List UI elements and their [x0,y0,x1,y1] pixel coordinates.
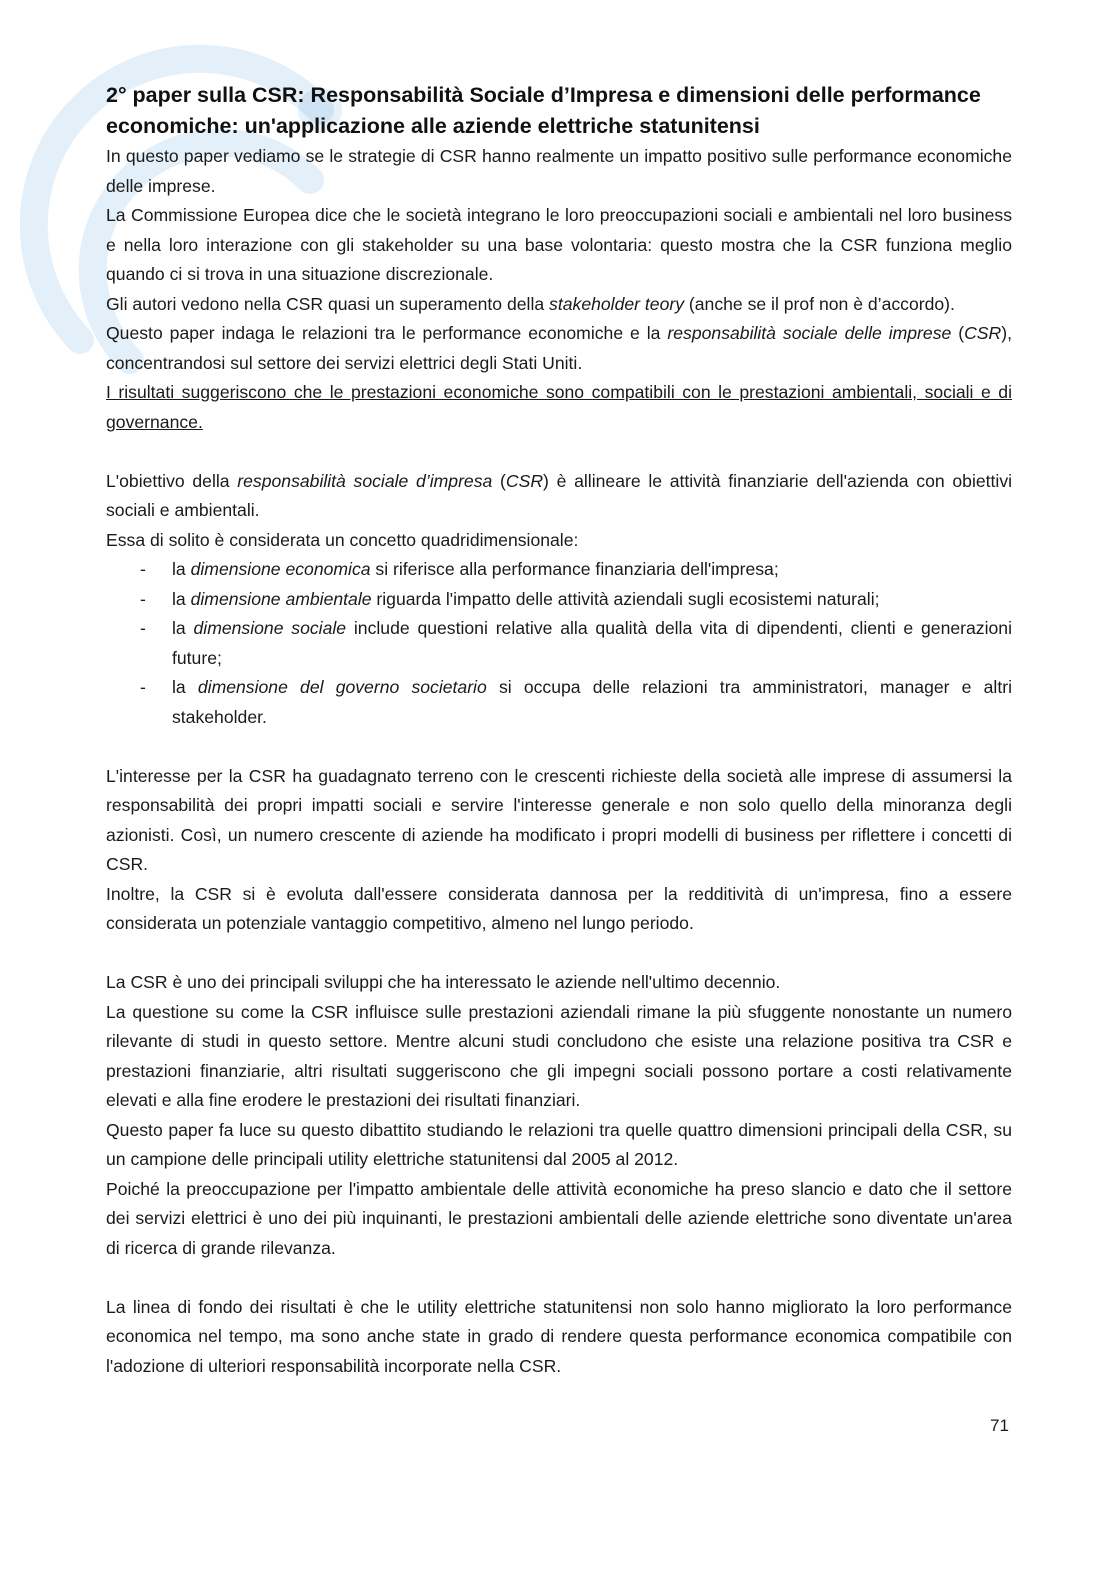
paragraph-intro: In questo paper vediamo se le strategie di CSR hanno realmente un impatto positivo sulle performance economiche delle imprese. [106,146,1012,196]
paragraph-autori: Gli autori vedono nella CSR quasi un superamento della stakeholder teory (anche se il prof non è d’accordo). [106,293,955,314]
paragraph-questione: La questione su come la CSR influisce sulle prestazioni aziendali rimane la più sfuggente nonostante un numero rilevante di studi in questo settore. Mentre alcuni studi concludono che esiste una relazione positiva tra CSR e prestazioni finanziarie, altri risultati suggeriscono che gli impegni sociali possono portare a costi relativamente elevati e alla fine erodere le prestazioni dei risultati finanziari. [106,1001,1012,1110]
list-item: - la dimensione del governo societario si occupa delle relazioni tra amministratori, manager e altri stakeholder. [172,673,1012,732]
page-number: 71 [990,1416,1009,1435]
paragraph-inoltre: Inoltre, la CSR si è evoluta dall'essere considerata dannosa per la redditività di un'impresa, fino a essere considerata un potenziale vantaggio competitivo, almeno nel lungo periodo. [106,883,1012,933]
document-page [106,80,1012,1381]
page-title: 2° paper sulla CSR: Responsabilità Sociale d’Impresa e dimensioni delle performance economiche: un'applicazione alle aziende elettriche statunitensi [106,83,981,138]
list-item: - la dimensione ambientale riguarda l'impatto delle attività aziendali sugli ecosistemi naturali; [172,585,1012,615]
paragraph-obiettivo: L'obiettivo della responsabilità sociale d’impresa (CSR) è allineare le attività finanziarie dell'azienda con obiettivi sociali e ambientali. [106,470,1013,520]
paragraph-interesse: L'interesse per la CSR ha guadagnato terreno con le crescenti richieste della società alle imprese di assumersi la responsabilità dei propri impatti sociali e servire l'interesse generale e non solo quello della minoranza degli azionisti. Così, un numero crescente di aziende ha modificato i propri modelli di business per riflettere i concetti di CSR. [106,765,1012,874]
paragraph-preoccupazione: Poiché la preoccupazione per l'impatto ambientale delle attività economiche ha preso slancio e dato che il settore dei servizi elettrici è uno dei più inquinanti, le prestazioni ambientali delle aziende elettriche sono diventate un'area di ricerca di grande rilevanza. [106,1178,1012,1258]
paragraph-sviluppi: La CSR è uno dei principali sviluppi che ha interessato le aziende nell'ultimo decennio. [106,972,781,992]
paragraph-indaga: Questo paper indaga le relazioni tra le performance economiche e la responsabilità sociale delle imprese (CSR), concentrandosi sul settore dei servizi elettrici degli Stati Uniti. [106,323,1012,373]
dimensions-list [106,555,1012,732]
paragraph-risultati: I risultati suggeriscono che le prestazioni economiche sono compatibili con le prestazioni ambientali, sociali e di governance. [106,382,1012,432]
paragraph-quadridimensionale: Essa di solito è considerata un concetto quadridimensionale: [106,529,579,550]
paragraph-conclusione: La linea di fondo dei risultati è che le utility elettriche statunitensi non solo hanno migliorato la loro performance economica nel tempo, ma sono anche state in grado di rendere questa performance economica compatibile con l'adozione di ulteriori responsabilità incorporate nella CSR. [106,1296,1012,1376]
list-item: - la dimensione sociale include questioni relative alla qualità della vita di dipendenti, clienti e generazioni future; [172,614,1012,673]
paragraph-dibattito: Questo paper fa luce su questo dibattito studiando le relazioni tra quelle quattro dimensioni principali della CSR, su un campione delle principali utility elettriche statunitensi dal 2005 al 2012. [106,1119,1012,1169]
list-item: - la dimensione economica si riferisce alla performance finanziaria dell'impresa; [172,555,1012,585]
paragraph-commissione: La Commissione Europea dice che le società integrano le loro preoccupazioni sociali e ambientali nel loro business e nella loro interazione con gli stakeholder su una base volontaria: questo mostra che la CSR funziona meglio quando ci si trova in una situazione discrezionale. [106,205,1012,284]
